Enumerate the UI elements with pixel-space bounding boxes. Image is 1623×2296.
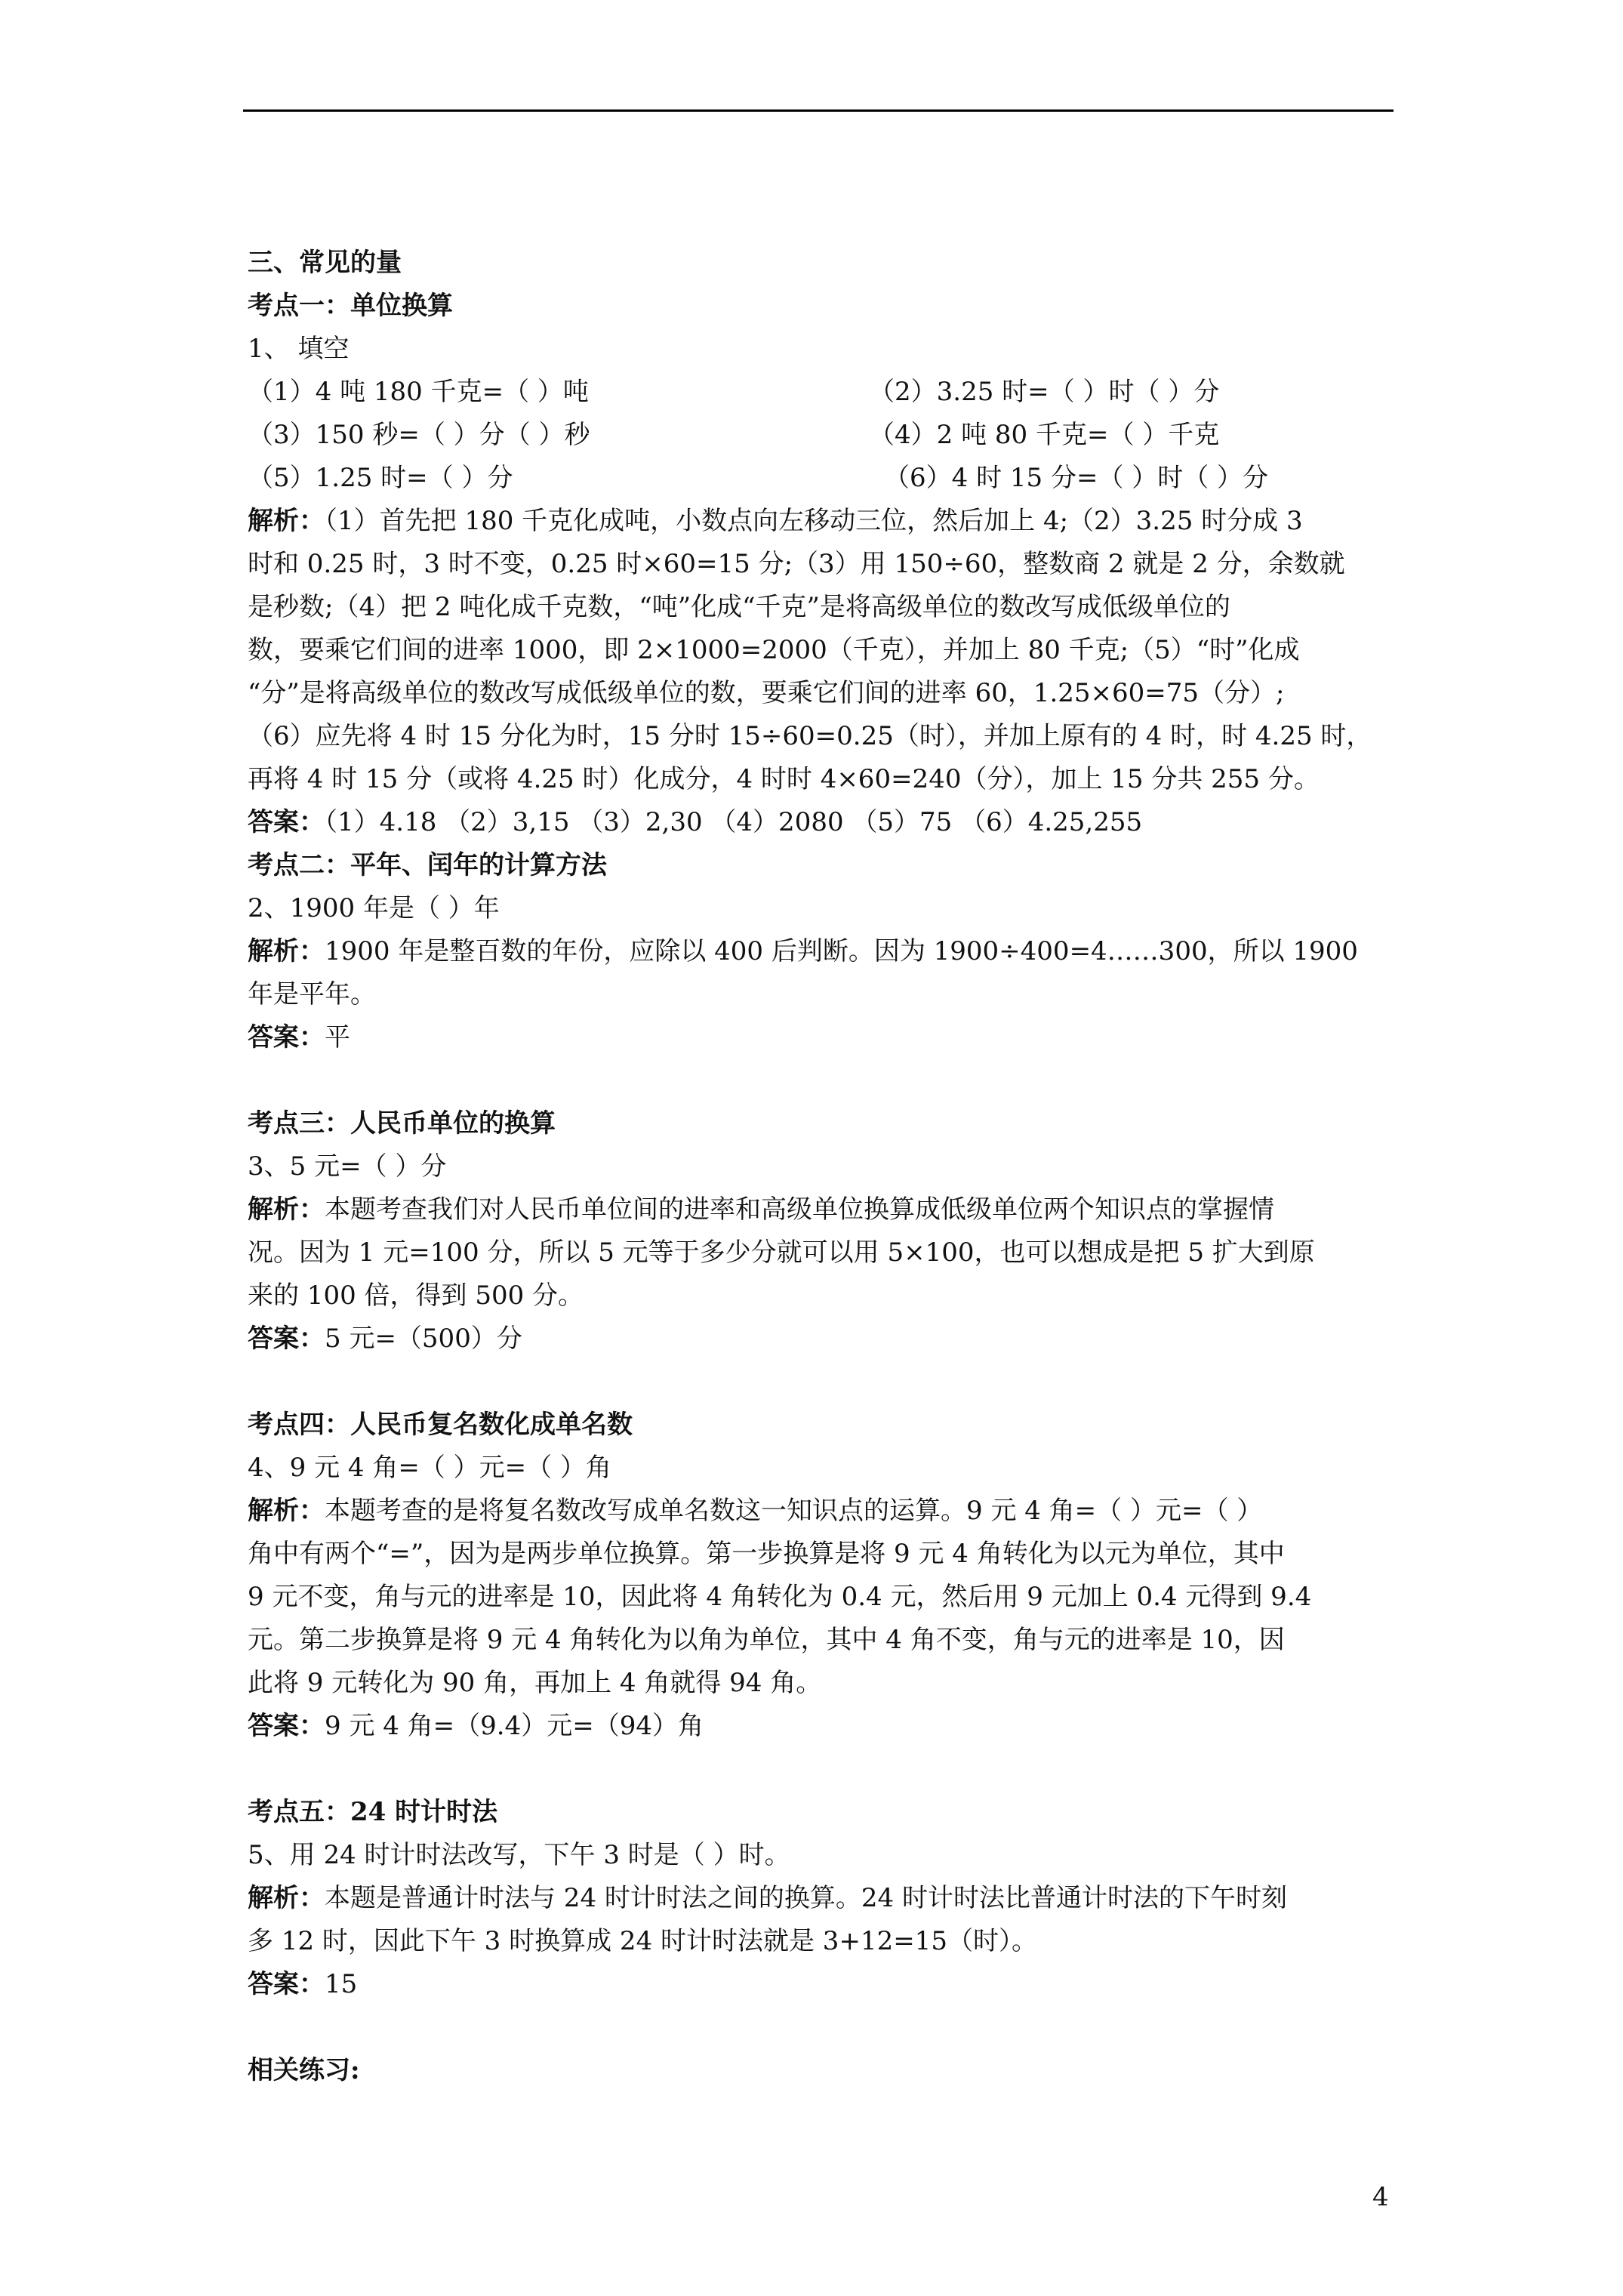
k1-analysis-line: 是秒数;（4）把 2 吨化成千克数，“吨”化成“千克”是将高级单位的数改写成低级单位的 — [248, 592, 1230, 622]
k5-question: 5、用 24 时计时法改写，下午 3 时是（ ）时。 — [248, 1840, 790, 1870]
k2-answer: 答案：平 — [248, 1022, 350, 1052]
k3-answer-label: 答案： — [248, 1324, 325, 1354]
k5-answer-label: 答案： — [248, 1969, 325, 1999]
k4-analysis-label: 解析： — [248, 1496, 325, 1526]
k2-analysis-line: 年是平年。 — [248, 979, 376, 1009]
k5-answer: 答案：15 — [248, 1969, 358, 1999]
k1-answer: 答案：（1）4.18 （2）3,15 （3）2,30 （4）2080 （5）75 （6）4.25,255 — [248, 807, 1143, 837]
k2-answer-label: 答案： — [248, 1022, 325, 1052]
k1-item-4: （4）2 吨 80 千克=（ ）千克 — [869, 420, 1220, 450]
k4-question: 4、9 元 4 角=（ ）元=（ ）角 — [248, 1453, 611, 1483]
k1-item-row — [248, 457, 1410, 500]
k4-analysis-line: 解析：本题考查的是将复名数改写成单名数这一知识点的运算。9 元 4 角=（ ）元=（ ） — [248, 1496, 1263, 1526]
k1-question-head: 1、 填空 — [248, 334, 350, 364]
k2-title: 考点二：平年、闰年的计算方法 — [248, 850, 607, 880]
k1-analysis-label: 解析： — [248, 506, 325, 536]
k4-analysis-line: 角中有两个“=”，因为是两步单位换算。第一步换算是将 9 元 4 角转化为以元为单位，其中 — [248, 1539, 1285, 1569]
page-number: 4 — [1372, 2182, 1389, 2212]
k1-analysis-line: 数，要乘它们间的进率 1000，即 2×1000=2000（千克），并加上 80 千克;（5）“时”化成 — [248, 635, 1300, 665]
k3-analysis-label: 解析： — [248, 1194, 325, 1225]
k4-answer: 答案：9 元 4 角=（9.4）元=（94）角 — [248, 1711, 704, 1741]
k3-analysis-line: 况。因为 1 元=100 分，所以 5 元等于多少分就可以用 5×100，也可以想成是把 5 扩大到原 — [248, 1237, 1315, 1268]
k3-analysis-line: 解析：本题考查我们对人民币单位间的进率和高级单位换算成低级单位两个知识点的掌握情 — [248, 1194, 1274, 1225]
k1-item-1: （1）4 吨 180 千克=（ ）吨 — [248, 377, 589, 407]
k1-item-2: （2）3.25 时=（ ）时（ ）分 — [869, 377, 1220, 407]
practice-title: 相关练习: — [248, 2055, 360, 2085]
k2-analysis-line: 解析：1900 年是整百数的年份，应除以 400 后判断。因为 1900÷400=4……300，所以 1900 — [248, 936, 1358, 966]
k3-title: 考点三：人民币单位的换算 — [248, 1108, 556, 1139]
k1-analysis-line: 解析：（1）首先把 180 千克化成吨，小数点向左移动三位，然后加上 4;（2）3.25 时分成 3 — [248, 506, 1303, 536]
k5-analysis-line: 解析：本题是普通计时法与 24 时计时法之间的换算。24 时计时法比普通计时法的下午时刻 — [248, 1883, 1287, 1913]
k5-analysis-label: 解析： — [248, 1883, 325, 1913]
k4-title: 考点四：人民币复名数化成单名数 — [248, 1410, 633, 1440]
section-title: 三、常见的量 — [248, 248, 402, 278]
k1-item-row — [248, 414, 1410, 457]
k1-item-6: （6）4 时 15 分=（ ）时（ ）分 — [884, 463, 1269, 493]
k4-answer-label: 答案： — [248, 1711, 325, 1741]
k1-analysis-line: 再将 4 时 15 分（或将 4.25 时）化成分，4 时时 4×60=240（分），加上 15 分共 255 分。 — [248, 764, 1320, 794]
k1-answer-label: 答案： — [248, 807, 325, 837]
k1-item-row — [248, 371, 1410, 414]
k3-analysis-line: 来的 100 倍，得到 500 分。 — [248, 1281, 584, 1311]
k2-analysis-label: 解析： — [248, 936, 325, 966]
k4-analysis-line: 9 元不变，角与元的进率是 10，因此将 4 角转化为 0.4 元，然后用 9 元加上 0.4 元得到 9.4 — [248, 1582, 1312, 1612]
k1-title: 考点一：单位换算 — [248, 291, 453, 321]
k1-analysis-line: （6）应先将 4 时 15 分化为时，15 分时 15÷60=0.25（时），并加上原有的 4 时，时 4.25 时， — [248, 721, 1372, 751]
k5-analysis-line: 多 12 时，因此下午 3 时换算成 24 时计时法就是 3+12=15（时）。 — [248, 1926, 1037, 1956]
document-body — [248, 242, 1410, 2092]
k3-question: 3、5 元=（ ）分 — [248, 1151, 447, 1182]
k3-answer: 答案：5 元=（500）分 — [248, 1324, 522, 1354]
k1-analysis-line: “分”是将高级单位的数改写成低级单位的数，要乘它们间的进率 60，1.25×60=75（分）; — [248, 678, 1285, 708]
k4-analysis-line: 此将 9 元转化为 90 角，再加上 4 角就得 94 角。 — [248, 1668, 822, 1698]
header-rule — [243, 109, 1394, 112]
k1-analysis-line: 时和 0.25 时，3 时不变，0.25 时×60=15 分;（3）用 150÷60，整数商 2 就是 2 分，余数就 — [248, 549, 1345, 579]
k1-item-5: （5）1.25 时=（ ）分 — [248, 463, 513, 493]
k4-analysis-line: 元。第二步换算是将 9 元 4 角转化为以角为单位，其中 4 角不变，角与元的进率是 10，因 — [248, 1625, 1285, 1655]
k1-item-3: （3）150 秒=（ ）分（ ）秒 — [248, 420, 590, 450]
k5-title: 考点五：24 时计时法 — [248, 1797, 498, 1827]
k2-question: 2、1900 年是（ ）年 — [248, 893, 500, 923]
